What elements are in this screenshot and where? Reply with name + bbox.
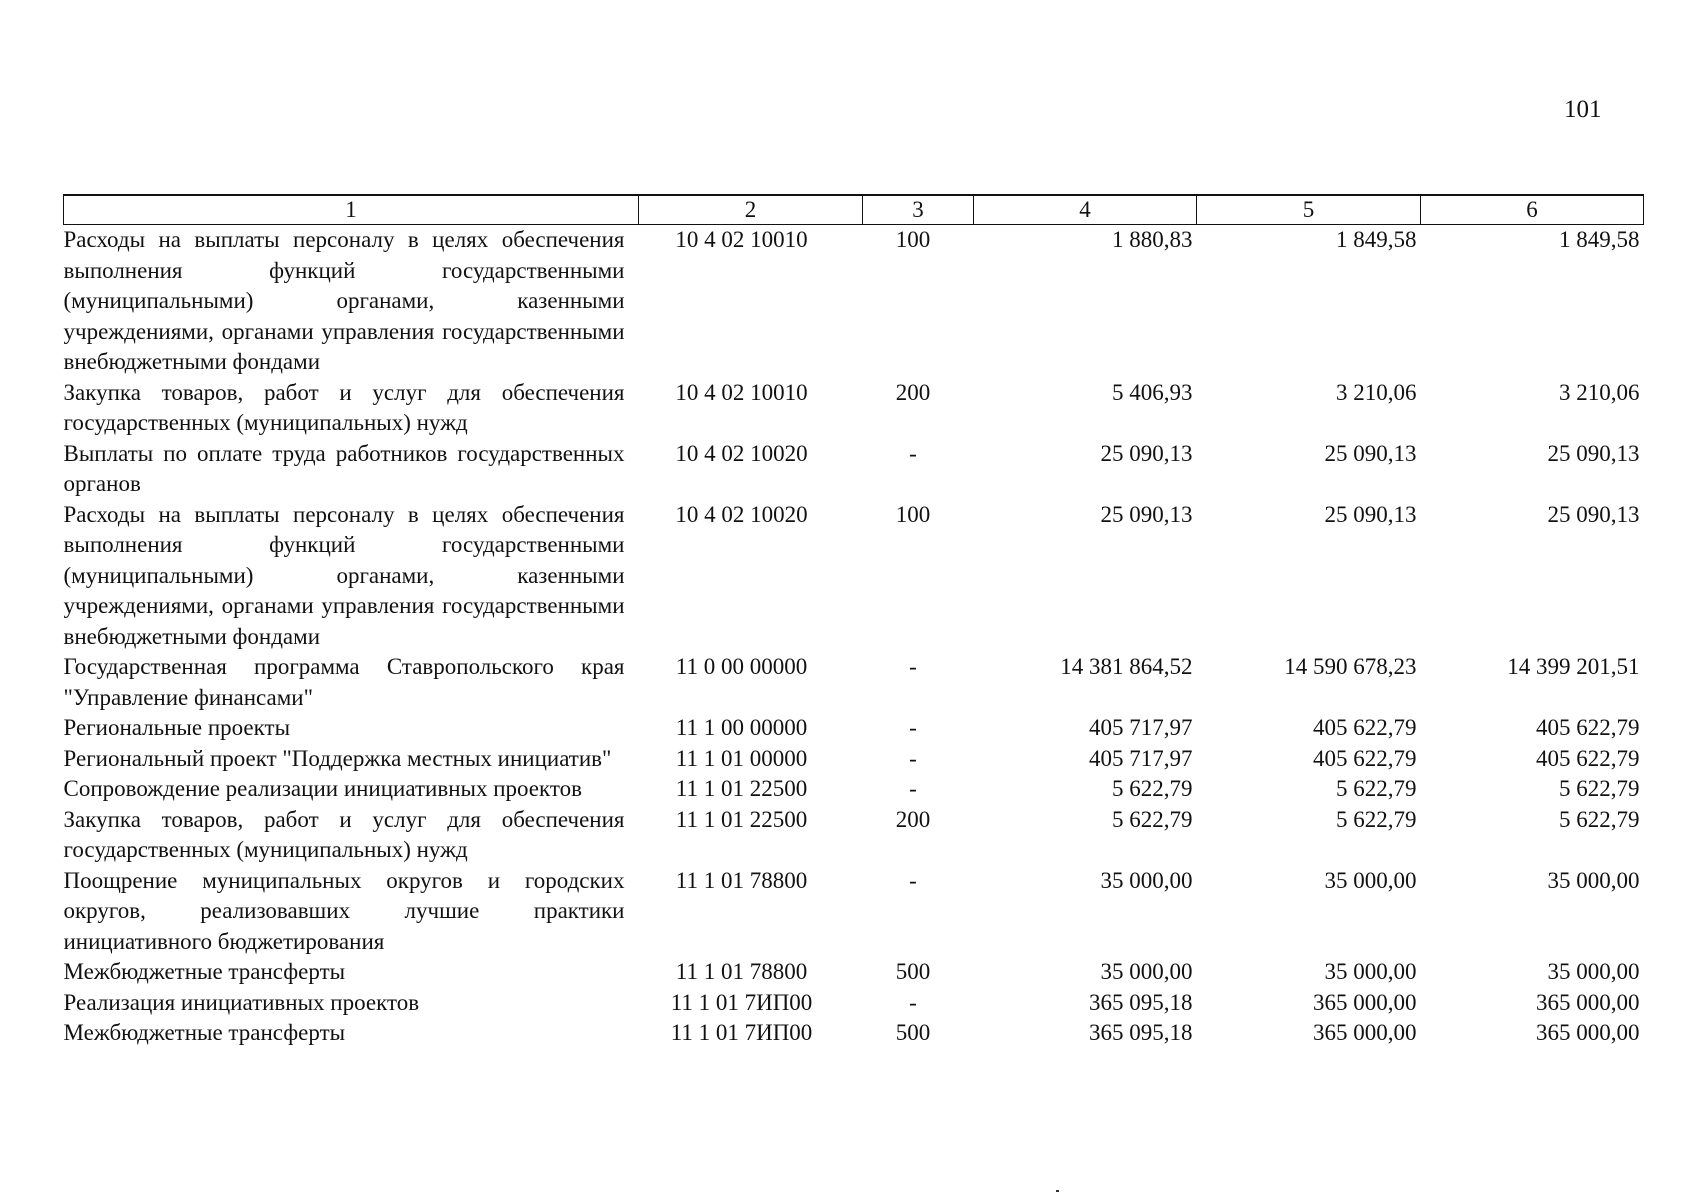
row-value-col5: 5 622,79 xyxy=(1336,806,1417,832)
table-row xyxy=(64,744,1644,775)
row-expense-type: - xyxy=(909,776,917,801)
row-expense-type: - xyxy=(909,440,917,466)
row-code: 10 4 02 10020 xyxy=(675,440,808,466)
row-code: 11 1 01 22500 xyxy=(675,806,808,832)
row-value-col5: 35 000,00 xyxy=(1324,867,1417,893)
row-code: 11 1 01 78800 xyxy=(675,959,808,984)
row-value-col4: 405 717,97 xyxy=(1089,745,1193,771)
row-expense-type: - xyxy=(909,715,917,740)
stray-dot-mark xyxy=(1056,1190,1059,1192)
row-name: Закупка товаров, работ и услуг для обеспечения государственных (муниципальных) нужд xyxy=(63,379,625,435)
row-value-col4: 14 381 864,52 xyxy=(1060,654,1193,679)
row-value-col5: 5 622,79 xyxy=(1336,776,1417,801)
row-value-col6: 1 849,58 xyxy=(1559,227,1640,252)
row-value-col4: 25 090,13 xyxy=(1100,440,1193,466)
row-name: Расходы на выплаты персоналу в целях обеспечения выполнения функций государственными (муниципальными) органами, казенными учреждениями, органами управления государственными внебюджетными фондами xyxy=(63,227,625,374)
row-name: Выплаты по оплате труда работников государственных органов xyxy=(63,440,625,496)
row-value-col4: 5 406,93 xyxy=(1112,379,1193,405)
row-value-col4: 35 000,00 xyxy=(1100,867,1193,893)
row-expense-type: - xyxy=(909,745,917,771)
row-name: Государственная программа Ставропольского края "Управление финансами" xyxy=(63,654,625,710)
row-value-col4: 365 095,18 xyxy=(1089,989,1193,1015)
row-code: 11 1 00 00000 xyxy=(675,715,808,740)
row-expense-type: 500 xyxy=(895,1020,931,1045)
row-value-col4: 5 622,79 xyxy=(1112,776,1193,801)
column-header-2: 2 xyxy=(639,195,863,225)
row-code: 10 4 02 10020 xyxy=(675,501,808,527)
table-header-row xyxy=(64,195,1644,225)
row-name: Расходы на выплаты персоналу в целях обеспечения выполнения функций государственными (муниципальными) органами, казенными учреждениями, органами управления государственными внебюджетными фондами xyxy=(63,501,625,649)
row-name: Межбюджетные трансферты xyxy=(63,1020,346,1045)
column-header-4: 4 xyxy=(974,195,1197,225)
row-code: 11 1 01 78800 xyxy=(675,867,808,893)
row-code: 11 1 01 22500 xyxy=(675,776,808,801)
row-value-col6: 35 000,00 xyxy=(1547,867,1640,893)
row-value-col6: 5 622,79 xyxy=(1559,776,1640,801)
row-value-col6: 365 000,00 xyxy=(1536,1020,1640,1045)
row-value-col4: 405 717,97 xyxy=(1089,715,1193,740)
row-value-col5: 25 090,13 xyxy=(1324,440,1417,466)
table-row xyxy=(64,805,1644,866)
table-row xyxy=(64,957,1644,988)
row-value-col4: 5 622,79 xyxy=(1112,806,1193,832)
row-value-col5: 35 000,00 xyxy=(1324,959,1417,984)
table-row xyxy=(64,500,1644,653)
row-value-col5: 405 622,79 xyxy=(1313,745,1417,771)
table-row xyxy=(64,439,1644,500)
row-name: Закупка товаров, работ и услуг для обеспечения государственных (муниципальных) нужд xyxy=(63,806,625,862)
row-value-col6: 3 210,06 xyxy=(1559,379,1640,405)
table-row xyxy=(64,774,1644,805)
row-value-col4: 365 095,18 xyxy=(1089,1020,1193,1045)
row-code: 11 1 01 00000 xyxy=(675,745,808,771)
row-name: Межбюджетные трансферты xyxy=(63,959,346,984)
row-value-col4: 35 000,00 xyxy=(1100,959,1193,984)
row-value-col6: 5 622,79 xyxy=(1559,806,1640,832)
table-row xyxy=(64,225,1644,378)
row-expense-type: 500 xyxy=(895,959,931,984)
table-row xyxy=(64,988,1644,1019)
row-value-col4: 1 880,83 xyxy=(1112,227,1193,252)
row-value-col6: 25 090,13 xyxy=(1547,501,1640,527)
row-value-col6: 35 000,00 xyxy=(1547,959,1640,984)
row-value-col6: 405 622,79 xyxy=(1536,715,1640,740)
column-header-3: 3 xyxy=(863,195,974,225)
table-row xyxy=(64,652,1644,713)
row-value-col5: 14 590 678,23 xyxy=(1284,654,1417,679)
row-value-col6: 25 090,13 xyxy=(1547,440,1640,466)
column-header-1: 1 xyxy=(64,195,639,225)
row-value-col5: 365 000,00 xyxy=(1313,1020,1417,1045)
row-expense-type: 100 xyxy=(895,501,931,527)
row-code: 11 1 01 7ИП00 xyxy=(670,989,813,1015)
row-name: Реализация инициативных проектов xyxy=(63,989,420,1015)
row-value-col6: 365 000,00 xyxy=(1536,989,1640,1015)
row-value-col4: 25 090,13 xyxy=(1100,501,1193,527)
row-name: Региональный проект "Поддержка местных инициатив" xyxy=(63,745,612,771)
row-expense-type: - xyxy=(909,654,917,679)
row-value-col5: 405 622,79 xyxy=(1313,715,1417,740)
row-value-col5: 365 000,00 xyxy=(1313,989,1417,1015)
budget-table xyxy=(63,194,1644,1049)
row-value-col6: 14 399 201,51 xyxy=(1507,654,1640,679)
column-header-6: 6 xyxy=(1421,195,1644,225)
row-value-col5: 3 210,06 xyxy=(1336,379,1417,405)
page-number: 101 xyxy=(1564,96,1602,123)
row-code: 10 4 02 10010 xyxy=(675,379,808,405)
table-row xyxy=(64,1018,1644,1049)
row-name: Поощрение муниципальных округов и городских округов, реализовавших лучшие практики инициативного бюджетирования xyxy=(63,867,625,954)
row-expense-type: 200 xyxy=(895,379,931,405)
row-name: Региональные проекты xyxy=(63,715,291,740)
row-value-col5: 25 090,13 xyxy=(1324,501,1417,527)
row-value-col5: 1 849,58 xyxy=(1336,227,1417,252)
row-expense-type: 200 xyxy=(895,806,931,832)
column-header-5: 5 xyxy=(1197,195,1421,225)
table-row xyxy=(64,713,1644,744)
row-value-col6: 405 622,79 xyxy=(1536,745,1640,771)
table-row xyxy=(64,866,1644,958)
row-expense-type: 100 xyxy=(895,227,931,252)
row-expense-type: - xyxy=(909,989,917,1015)
row-name: Сопровождение реализации инициативных проектов xyxy=(63,776,582,801)
row-code: 10 4 02 10010 xyxy=(675,227,808,252)
row-expense-type: - xyxy=(909,867,917,893)
table-row xyxy=(64,378,1644,439)
row-code: 11 1 01 7ИП00 xyxy=(670,1020,813,1045)
row-code: 11 0 00 00000 xyxy=(675,654,808,679)
